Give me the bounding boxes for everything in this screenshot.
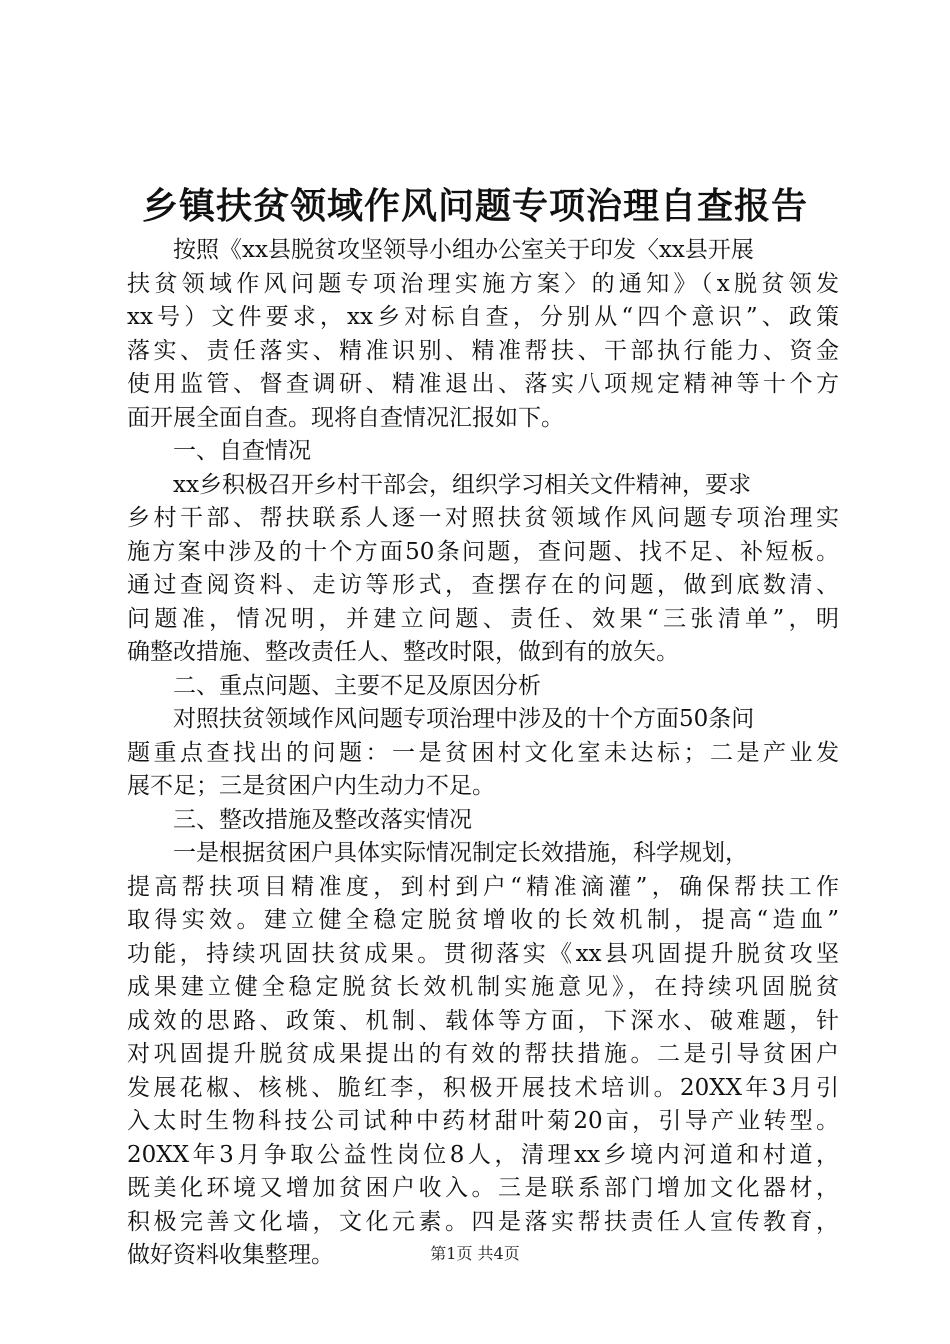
body-line: 问题准，情况明，并建立问题、责任、效果“三张清单”，明 bbox=[127, 605, 839, 632]
body-line: 发展花椒、核桃、脆红李，积极开展技术培训。20XX年3月引 bbox=[127, 1074, 839, 1101]
body-line: 提高帮扶项目精准度，到村到户“精准滴灌”，确保帮扶工作 bbox=[127, 873, 839, 900]
body-line: xx号）文件要求，xx乡对标自查，分别从“四个意识”、政策 bbox=[127, 304, 839, 330]
section-heading: 一、自查情况 bbox=[173, 438, 311, 464]
body-line: 对巩固提升脱贫成果提出的有效的帮扶措施。二是引导贫困户 bbox=[127, 1041, 839, 1067]
body-line: 落实、责任落实、精准识别、精准帮扶、干部执行能力、资金 bbox=[127, 337, 839, 364]
body-line: 成效的思路、政策、机制、载体等方面，下深水、破难题，针 bbox=[127, 1007, 839, 1034]
document-title: 乡镇扶贫领域作风问题专项治理自查报告 bbox=[141, 186, 808, 227]
body-line: 积极完善文化墙，文化元素。四是落实帮扶责任人宣传教育， bbox=[127, 1208, 839, 1235]
body-line: 确整改措施、整改责任人、整改时限，做到有的放矢。 bbox=[127, 639, 679, 665]
page-number-footer: 第1页 共4页 bbox=[430, 1244, 520, 1263]
body-line: 乡村干部、帮扶联系人逐一对照扶贫领域作风问题专项治理实 bbox=[127, 505, 839, 531]
body-line: 按照《xx县脱贫攻坚领导小组办公室关于印发〈xx县开展 bbox=[173, 237, 754, 263]
section-heading: 二、重点问题、主要不足及原因分析 bbox=[173, 672, 541, 699]
body-line: 面开展全面自查。现将自查情况汇报如下。 bbox=[127, 404, 564, 431]
body-line: xx乡积极召开乡村干部会，组织学习相关文件精神，要求 bbox=[173, 471, 751, 498]
body-line: 一是根据贫困户具体实际情况制定长效措施，科学规划， bbox=[173, 840, 748, 866]
body-line: 对照扶贫领域作风问题专项治理中涉及的十个方面50条问 bbox=[173, 706, 755, 732]
body-line: 成果建立健全稳定脱贫长效机制实施意见》，在持续巩固脱贫 bbox=[127, 974, 839, 1000]
body-line: 施方案中涉及的十个方面50条问题，查问题、找不足、补短板。 bbox=[127, 538, 839, 565]
body-line: 扶贫领域作风问题专项治理实施方案〉的通知》（x脱贫领发 bbox=[127, 270, 839, 297]
body-line: 题重点查找出的问题：一是贫困村文化室未达标；二是产业发 bbox=[127, 739, 839, 766]
body-line: 功能，持续巩固扶贫成果。贯彻落实《xx县巩固提升脱贫攻坚 bbox=[127, 940, 839, 967]
body-line: 展不足；三是贫困户内生动力不足。 bbox=[127, 773, 495, 799]
body-line: 通过查阅资料、走访等形式，查摆存在的问题，做到底数清、 bbox=[127, 572, 839, 598]
body-line: 使用监管、督查调研、精准退出、落实八项规定精神等十个方 bbox=[127, 371, 839, 397]
document-body bbox=[127, 234, 839, 1273]
body-line: 20XX年3月争取公益性岗位8人，清理xx乡境内河道和村道， bbox=[127, 1141, 839, 1168]
section-heading: 三、整改措施及整改落实情况 bbox=[173, 806, 472, 833]
body-line: 做好资料收集整理。 bbox=[127, 1242, 334, 1268]
body-line: 既美化环境又增加贫困户收入。三是联系部门增加文化器材， bbox=[127, 1175, 839, 1201]
body-line: 取得实效。建立健全稳定脱贫增收的长效机制，提高“造血” bbox=[127, 907, 839, 933]
body-line: 入太时生物科技公司试种中药材甜叶菊20亩，引导产业转型。 bbox=[127, 1108, 839, 1134]
